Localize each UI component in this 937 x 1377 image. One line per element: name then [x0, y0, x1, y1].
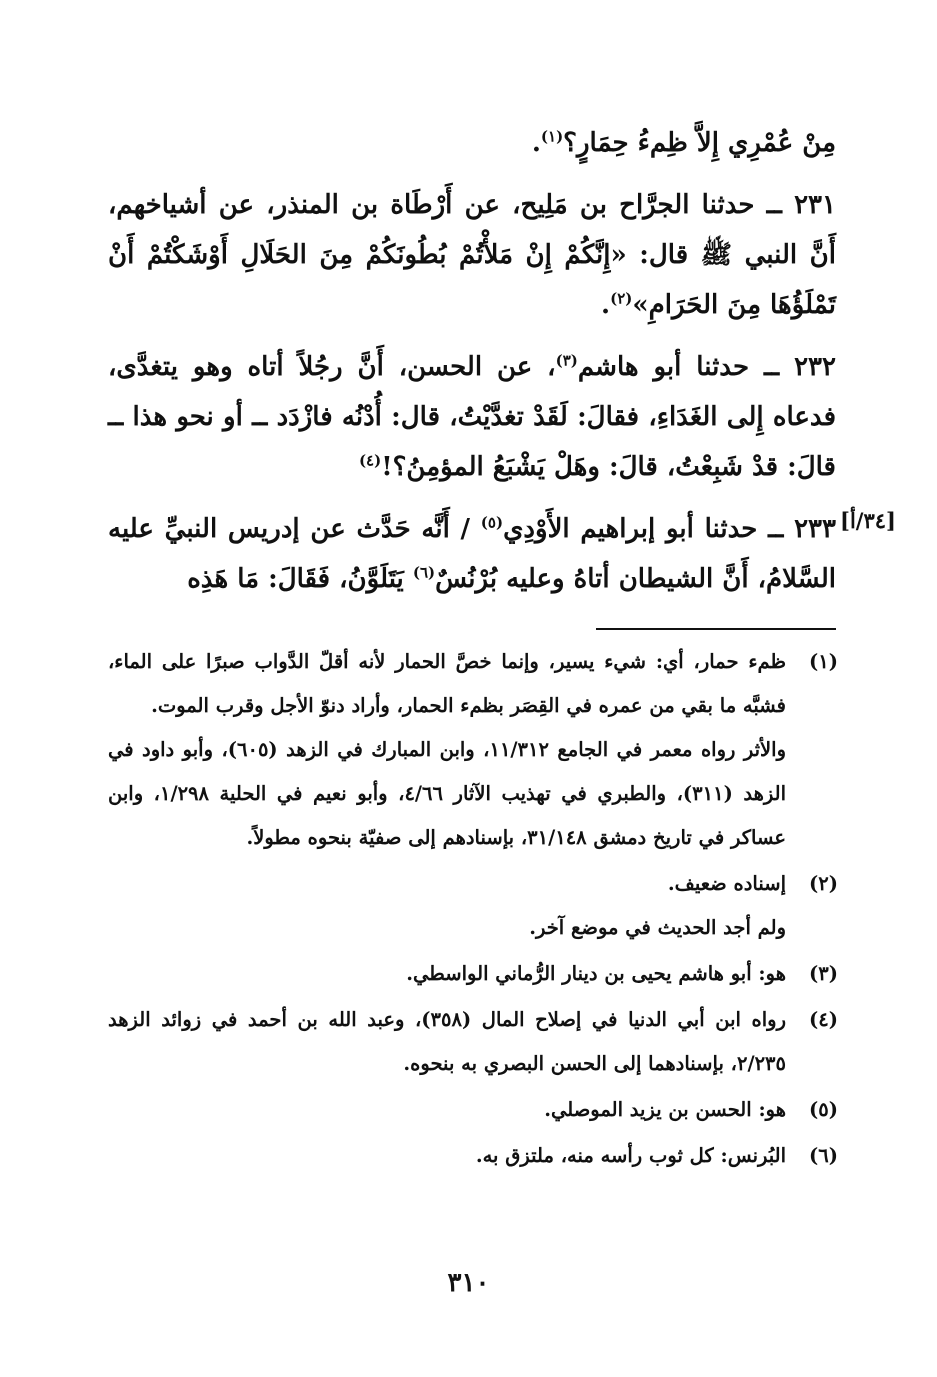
footnote-paragraph: رواه ابن أبي الدنيا في إصلاح المال (٣٥٨)، وعبد الله بن أحمد في زوائد الزهد ٢/٢٣٥، بإسنادهما إلى الحسن البصري به بنحوه.: [108, 1008, 786, 1075]
page-number: ٣١٠: [447, 1268, 490, 1298]
footnote-ref-1[interactable]: (١): [540, 127, 564, 146]
footnote-number: (٢): [809, 872, 838, 895]
footnote-body: [108, 1134, 786, 1178]
paragraph-text: يَتَلَوَّنُ، فَقَالَ: مَا هَذِه: [187, 564, 413, 594]
paragraph-text: مِنْ عُمْرِي إِلاَّ ظِمءُ حِمَارٍ؟: [563, 128, 836, 158]
paragraph-text: ، عن الحسن، أَنَّ رجُلاً أتاه وهو يتغدَّى، فدعاه إِلى الغَدَاءِ، فقالَ: لَقَدْ تغدَّيْتُ، قال: أُدْنُه فازْدَد ــ أو نحو هذا ــ قالَ: قدْ شَبِعْتُ، قالَ: وهَلْ يَشْبَعُ المؤمِنُ؟!: [108, 352, 836, 482]
paragraph-text: ٢٣١ ــ حدثنا الجرَّاح بن مَلِيح، عن أَرْطَاة بن المنذر، عن أشياخهم، أَنَّ النبي ﷺ قال: «إِنَّكُمْ إِنْ مَلأْتُمْ بُطُونَكُمْ مِنَ الحَلَالِ أَوْشَكْتُمْ أَنْ تَمْلَؤُهَا مِنَ الحَرَامِ»: [108, 190, 836, 320]
main-text: [108, 118, 836, 604]
footnote-2: [108, 862, 838, 950]
footnote-paragraph: ولم أجد الحديث في موضع آخر.: [529, 916, 786, 939]
paragraph-text: / أَنَّه حَدَّث عن إدريس النبيِّ عليه السَّلامُ، أَنَّ الشيطان أتاهُ وعليه بُرْنُسٌ: [108, 514, 836, 594]
footnote-ref-5[interactable]: (٥): [480, 513, 504, 532]
footnote-separator: [596, 628, 836, 630]
footnote-body: [108, 862, 786, 950]
footnote-ref-2[interactable]: (٢): [610, 289, 633, 308]
footnotes: [108, 640, 838, 1178]
footnote-6: [108, 1134, 838, 1178]
footnote-number: (٣): [809, 962, 838, 985]
paragraph-end-mark: .: [601, 290, 611, 320]
paragraph-232: [108, 342, 836, 492]
footnote-body: [108, 640, 786, 860]
footnote-body: [108, 998, 786, 1086]
footnote-3: [108, 952, 838, 996]
paragraph-text: ٢٣٣ ــ حدثنا أبو إبراهيم الأَوْدِي: [503, 514, 836, 544]
paragraph-text: ٢٣٢ ــ حدثنا أبو هاشم: [577, 352, 836, 382]
footnote-ref-4[interactable]: (٤): [358, 451, 382, 470]
footnote-5: [108, 1088, 838, 1132]
footnote-body: [108, 1088, 786, 1132]
footnote-number: (٥): [809, 1098, 838, 1121]
footnote-number: (٤): [809, 1008, 838, 1031]
footnote-4: [108, 998, 838, 1086]
paragraph-231: [108, 180, 836, 330]
footnote-ref-3[interactable]: (٣): [555, 351, 578, 370]
footnote-paragraph: هو: أبو هاشم يحيى بن دينار الرُّماني الواسطي.: [406, 962, 786, 985]
manuscript-folio-note: [٣٤/أ]: [840, 508, 896, 533]
paragraph-end-mark: .: [531, 128, 541, 158]
footnote-1: [108, 640, 838, 860]
paragraph-233: [108, 504, 836, 604]
footnote-body: [108, 952, 786, 996]
paragraph-230-tail: [108, 118, 836, 168]
footnote-paragraph: والأثر رواه معمر في الجامع ١١/٣١٢، وابن المبارك في الزهد (٦٠٥)، وأبو داود في الزهد (٣١١)، والطبري في تهذيب الآثار ٤/٦٦، وأبو نعيم في الحلية ١/٢٩٨، وابن عساكر في تاريخ دمشق ٣١/١٤٨، بإسنادهم إلى صفيّة بنحوه مطولاً.: [108, 738, 787, 849]
footnote-ref-6[interactable]: (٦): [412, 563, 436, 582]
footnote-paragraph: إسناده ضعيف.: [667, 872, 786, 895]
footnote-paragraph: البُرنس: كل ثوب رأسه منه، ملتزق به.: [475, 1144, 786, 1167]
footnote-number: (١): [809, 650, 838, 673]
footnote-paragraph: ظمء حمار، أي: شيء يسير، وإنما خصَّ الحمار لأنه أقلّ الدَّواب صبرًا على الماء، فشبَّه ما بقي من عمره في القِصَر بظمء الحمار، وأراد دنوّ الأجل وقرب الموت.: [108, 650, 786, 717]
footnote-number: (٦): [809, 1144, 838, 1167]
footnote-paragraph: هو: الحسن بن يزيد الموصلي.: [544, 1098, 786, 1121]
